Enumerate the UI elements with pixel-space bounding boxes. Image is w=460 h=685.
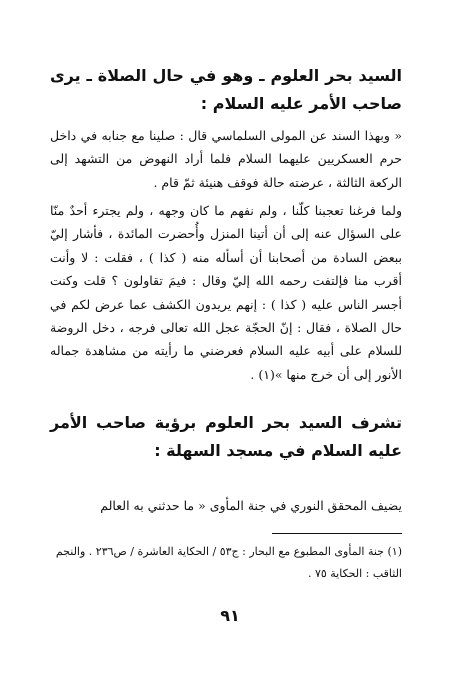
paragraph-3: يضيف المحقق النوري في جنة المأوى « ما حدثني به العالم: [100, 498, 402, 513]
section-heading-2: تشرف السيد بحر العلوم برؤية صاحب الأمر عليه السلام في مسجد السهلة :: [50, 413, 402, 460]
footnote: (١) جنة المأوى المطبوع مع البحار : ج٥٣ / الحكاية العاشرة / ص٢٣٦ . والنجم الثاقب : الحكاية ٧٥ .: [55, 545, 402, 580]
paragraph-2: ولما فرغنا تعجبنا كلّنا ، ولم نفهم ما كان وجهه ، ولم يجترء أحدٌ منّا على السؤال عنه إلى أن أتينا المنزل وأُحضرت المائدة ، فأشار إليّ ببعض السادة من أصحابنا أن أسأله منه ( كذا ) ، فقلت : لا وأنت أقرب منا فإلتفت رحمه الله إليّ وقال : فيمَ تقاولون ؟ قلت وكنت أجسر الناس عليه ( كذا ) : إنهم يريدون الكشف عما عرض لكم في حال الصلاة ، فقال : إنّ الحجّة عجل الله تعالى فرجه ، دخل الروضة للسلام على أبيه عليه السلام فعرضني ما رأيته من مشاهدة جماله الأنور إلى أن خرج منها »(١) .: [50, 203, 402, 382]
page-number: ٩١: [220, 606, 240, 625]
section-heading-1: السيد بحر العلوم ـ وهو في حال الصلاة ـ يرى صاحب الأمر عليه السلام :: [50, 66, 402, 113]
paragraph-1: « وبهذا السند عن المولى السلماسي قال : صلينا مع جنابه في داخل حرم العسكريين عليهما السلام فلما أراد النهوض من التشهد إلى الركعة الثالثة ، عرضته حالة فوقف هنيئة ثمّ قام .: [50, 128, 402, 190]
footnote-divider: [272, 533, 402, 534]
